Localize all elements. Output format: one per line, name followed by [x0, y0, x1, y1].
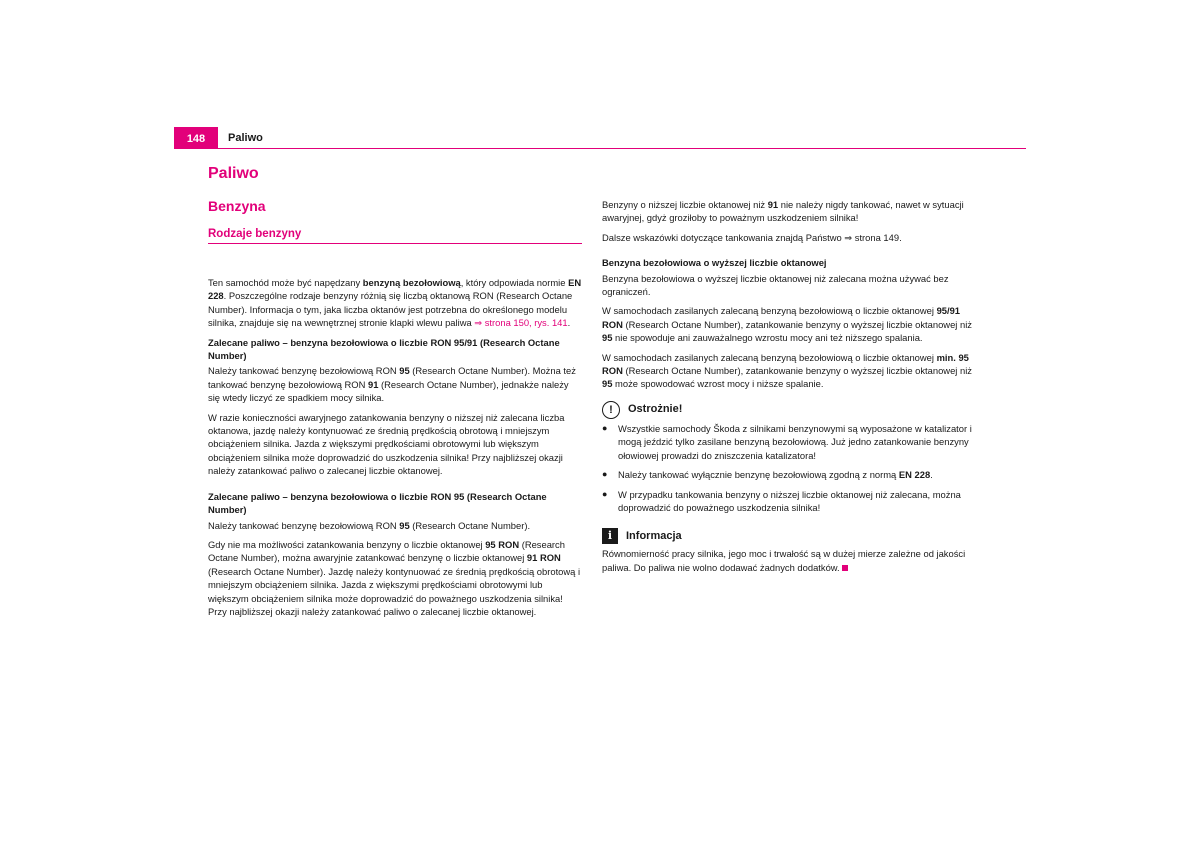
right-column [602, 198, 978, 580]
higher-octane-paragraph-1: Benzyna bezołowiowa o wyższej liczbie oktanowej niż zalecana można używać bez ograniczeń. [602, 272, 949, 298]
intro-paragraph: Ten samochód może być napędzany benzyną bezołowiową, który odpowiada normie EN 228. Poszczególne rodzaje benzyny różnią się liczbą oktanową RON (Research Octane Number). Informacja o tym, jaka liczba oktanów jest potrzebna do określonego modelu silnika, znajduje się na wewnętrznej stronie klapki wlewu paliwa ⇒ strona 150, rys. 141. [208, 277, 582, 329]
running-title: Paliwo [228, 132, 263, 144]
caution-title: Ostrożnie! [628, 403, 683, 416]
page-reference-link[interactable]: ⇒ strona 150, rys. 141 [474, 317, 568, 329]
section-end-marker [842, 565, 848, 571]
exclamation-icon: ! [602, 401, 620, 419]
page-number: 148 [174, 127, 218, 149]
caution-header [602, 401, 978, 419]
info-icon: i [602, 528, 618, 544]
info-paragraph: Równomierność pracy silnika, jego moc i trwałość są w dużej mierze zależne od jakości paliwa. Do paliwa nie wolno dodawać żadnych dodatków. [602, 548, 966, 573]
further-notes-paragraph: Dalsze wskazówki dotyczące tankowania znajdą Państwo ⇒ strona 149. [602, 231, 902, 243]
bullet-icon: ● [602, 469, 608, 480]
recommended-fuel-95-paragraph: Należy tankować benzynę bezołowiową RON 95 (Research Octane Number). [208, 519, 531, 531]
section-title: Benzyna [208, 198, 266, 214]
info-title: Informacja [626, 529, 682, 542]
header-rule [174, 148, 1026, 149]
low-octane-warning-paragraph: Benzyny o niższej liczbie oktanowej niż 91 nie należy nigdy tankować, nawet w sytuacji awaryjnej, gdyż groziłoby to poważnym uszkodzeniem silnika! [602, 199, 964, 224]
caution-bullet-3: ● W przypadku tankowania benzyny o niższej liczbie oktanowej niż zalecana, można doprowadzić do poważnego uszkodzenia silnika! [602, 488, 961, 513]
chapter-title: Paliwo [208, 165, 259, 182]
caution-bullet-2: ● Należy tankować wyłącznie benzynę bezołowiową zgodną z normą EN 228. [602, 469, 933, 481]
page-header [174, 127, 1026, 149]
higher-octane-paragraph-2: W samochodach zasilanych zalecaną benzyną bezołowiową o liczbie oktanowej 95/91 RON (Research Octane Number), zatankowanie benzyny o wyższej liczbie oktanowej niż 95 nie spowoduje ani zauważalnego wzrostu mocy ani też niższego spalania. [602, 305, 972, 344]
subsection-title: Rodzaje benzyny [208, 227, 582, 244]
recommended-fuel-95-91-heading: Zalecane paliwo – benzyna bezołowiowa o liczbie RON 95/91 (Research Octane Number) [208, 336, 560, 362]
higher-octane-paragraph-3: W samochodach zasilanych zalecaną benzyną bezołowiową o liczbie oktanowej min. 95 RON (Research Octane Number), zatankowanie benzyny o wyższej liczbie oktanowej niż 95 może spowodować wzrost mocy i niższe spalanie. [602, 351, 972, 390]
bullet-icon: ● [602, 422, 608, 433]
caution-bullet-1: ● Wszystkie samochody Škoda z silnikami benzynowymi są wyposażone w katalizator i mogą jeździć tylko zasilane benzyną bezołowiową. Już jedno zatankowanie benzyny ołowiowej prowadzi do zniszczenia katalizatora! [602, 422, 972, 461]
higher-octane-heading: Benzyna bezołowiowa o wyższej liczbie oktanowej [602, 257, 827, 269]
recommended-fuel-95-heading: Zalecane paliwo – benzyna bezołowiowa o liczbie RON 95 (Research Octane Number) [208, 490, 547, 516]
info-header [602, 528, 978, 544]
recommended-fuel-95-91-paragraph: Należy tankować benzynę bezołowiową RON 95 (Research Octane Number). Można też tankować benzynę bezołowiową RON 91 (Research Octane Number), jednakże należy się wtedy liczyć ze spadkiem mocy silnika. [208, 365, 576, 404]
emergency-fuel-paragraph: W razie konieczności awaryjnego zatankowania benzyny o niższej niż zalecana liczba oktanowa, jazdę należy kontynuować ze średnią prędkością obrotową i mniejszym obciążeniem silnika. Jazda z większymi prędkościami obrotowymi lub większym obciążeniem silnika może doprowadzić do uszkodzenia silnika! Przy najbliższej okazji należy zatankować paliwo o zalecanej liczbie oktanowej. [208, 411, 565, 477]
fuel-95-emergency-paragraph: Gdy nie ma możliwości zatankowania benzyny o liczbie oktanowej 95 RON (Research Octane Number), można awaryjnie zatankować benzynę o liczbie oktanowej 91 RON (Research Octane Number). Jazdę należy kontynuować ze średnią prędkością obrotową i mniejszym obciążeniem silnika. Jazda z większymi prędkościami obrotowymi lub większym obciążeniem silnika może doprowadzić do poważnego uszkodzenia silnika! Przy najbliższej okazji należy zatankować paliwo o zalecanej liczbie oktanowej. [208, 538, 581, 617]
left-column [208, 164, 583, 624]
bullet-icon: ● [602, 488, 608, 499]
